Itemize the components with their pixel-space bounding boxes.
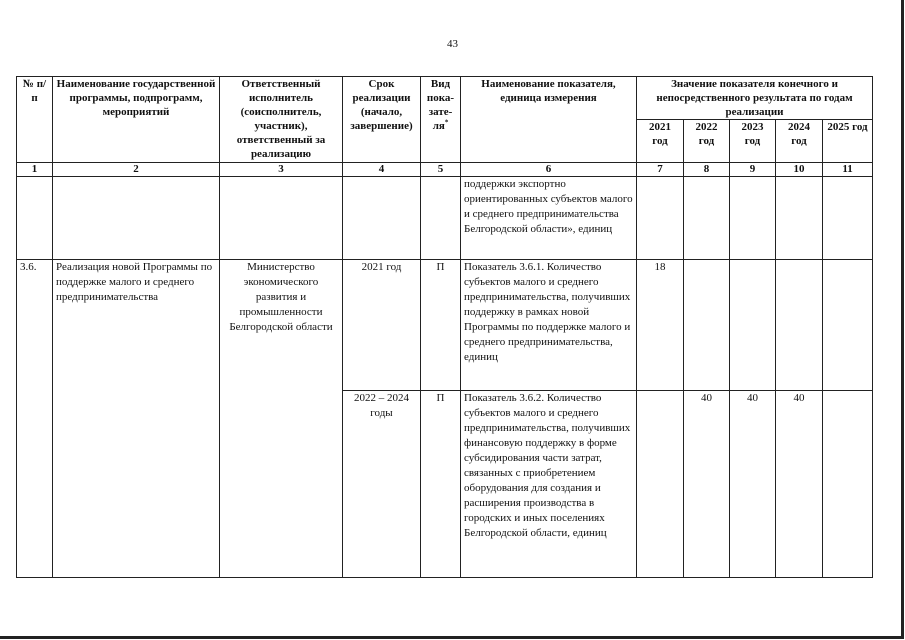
column-number: 1 — [17, 163, 53, 177]
column-number: 4 — [343, 163, 421, 177]
indicator-cell: поддержки экспортно ориентированных субъектов малого и среднего предпринимательства Белгородской области», единиц — [461, 177, 637, 260]
column-numbers-row — [17, 163, 873, 177]
value-cell: 18 — [637, 260, 684, 391]
term-cell: 2021 год — [343, 260, 421, 391]
column-number: 6 — [461, 163, 637, 177]
value-cell: 40 — [730, 391, 776, 578]
column-number: 5 — [421, 163, 461, 177]
value-cell: 40 — [776, 391, 823, 578]
value-cell — [776, 260, 823, 391]
value-cell — [823, 260, 873, 391]
term-cell: 2022 – 2024 годы — [343, 391, 421, 578]
header-year: 2023 год — [730, 120, 776, 163]
header-year: 2025 год — [823, 120, 873, 163]
table-row — [17, 260, 873, 391]
header-year: 2021 год — [637, 120, 684, 163]
type-cell: П — [421, 260, 461, 391]
header-year: 2024 год — [776, 120, 823, 163]
column-number: 9 — [730, 163, 776, 177]
header-type-mark: * — [444, 118, 449, 127]
value-cell: 40 — [684, 391, 730, 578]
page-number: 43 — [447, 38, 458, 50]
value-cell — [730, 260, 776, 391]
header-indicator: Наименование показателя, единица измерения — [461, 77, 637, 163]
value-cell — [684, 260, 730, 391]
indicator-cell: Показатель 3.6.1. Количество субъектов малого и среднего предпринимательства, получивших поддержку в рамках новой Программы по поддержке малого и среднего предпринимательства, единиц — [461, 260, 637, 391]
header-year: 2022 год — [684, 120, 730, 163]
column-number: 7 — [637, 163, 684, 177]
header-type — [421, 77, 461, 163]
value-cell — [823, 391, 873, 578]
column-number: 3 — [220, 163, 343, 177]
header-values-group: Значение показателя конечного и непосредственного результата по годам реализации — [637, 77, 873, 120]
item-name: Реализация новой Программы по поддержке малого и среднего предпринимательства — [53, 260, 220, 578]
column-number: 11 — [823, 163, 873, 177]
header-num: № п/п — [17, 77, 53, 163]
indicator-cell: Показатель 3.6.2. Количество субъектов малого и среднего предпринимательства, получивших финансовую поддержку в форме субсидирования части затрат, связанных с приобретением оборудования для создания и расширения производства в городских и иных поселениях Белгородской области, единиц — [461, 391, 637, 578]
item-executor: Министерство экономического развития и промышленности Белгородской области — [220, 260, 343, 578]
column-number: 8 — [684, 163, 730, 177]
column-number: 2 — [53, 163, 220, 177]
header-term: Срок реализации (начало, завершение) — [343, 77, 421, 163]
table-row — [17, 177, 873, 260]
type-cell: П — [421, 391, 461, 578]
header-executor: Ответственный исполнитель (соисполнитель, участник), ответственный за реализацию — [220, 77, 343, 163]
value-cell — [637, 391, 684, 578]
header-type-label: Вид пока-зате-ля — [426, 78, 455, 132]
indicators-table — [16, 76, 873, 578]
column-number: 10 — [776, 163, 823, 177]
item-number: 3.6. — [17, 260, 53, 578]
header-name: Наименование государственной программы, подпрограмм, мероприятий — [53, 77, 220, 163]
